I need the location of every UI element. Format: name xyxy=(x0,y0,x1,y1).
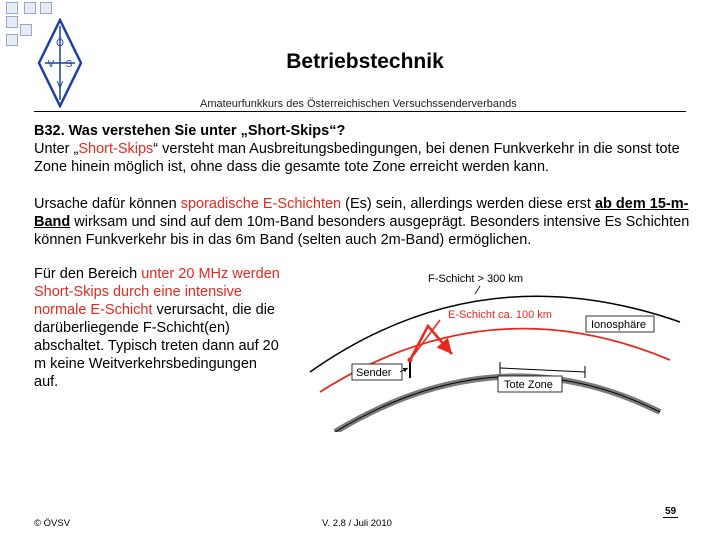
paragraph-definition: Unter „Short-Skips“ versteht man Ausbreitungsbedingungen, bei denen Funkverkehr in die sonst tote Zone hinein möglich ist, ohne dass die gesamte tote Zone erreicht werden kann. xyxy=(34,141,680,175)
paragraph-cause: Ursache dafür können sporadische E-Schichten (Es) sein, allerdings werden diese erst ab dem 15-m-Band wirksam und sind auf dem 10m-Band besonders ausgeprägt. Besonders intensive Es Schichten können Funkverkehr bis in das 6m Band (selten auch 2m-Band) ermöglichen. xyxy=(34,196,690,248)
decor-square xyxy=(20,24,32,36)
decor-square xyxy=(24,2,36,14)
decor-square xyxy=(6,16,18,28)
header-divider xyxy=(34,111,686,112)
sender-point xyxy=(408,358,413,363)
footer-copyright: © ÖVSV xyxy=(34,518,71,529)
f-layer-arc xyxy=(310,296,680,372)
question-title: B32. Was verstehen Sie unter „Short-Skips“? xyxy=(34,123,346,139)
paragraph-below-20mhz: Für den Bereich unter 20 MHz werden Short-Skips durch eine intensive normale E-Schicht verursacht, die die darüberliegende F-Schicht(en) abschaltet. Typisch treten dann auf 20 m keine Weitverkehrsbedingungen auf. xyxy=(34,266,280,390)
highlight-15m-band: ab dem 15-m-Band xyxy=(34,196,689,230)
label-sender: Sender xyxy=(356,367,392,379)
dead-zone-bracket xyxy=(500,368,585,372)
earth-surface xyxy=(335,376,660,432)
label-f-layer: F-Schicht > 300 km xyxy=(428,273,524,285)
page-title: Betriebstechnik xyxy=(286,50,444,73)
decor-square xyxy=(40,2,52,14)
label-dead-zone: Tote Zone xyxy=(504,379,553,391)
label-e-layer: E-Schicht ca. 100 km xyxy=(448,309,552,321)
e-layer-arc xyxy=(320,329,670,392)
logo-letter: V xyxy=(56,80,64,91)
logo-letter: S xyxy=(65,59,73,70)
page-subtitle: Amateurfunkkurs des Österreichischen Versuchssenderverbands xyxy=(200,98,517,110)
logo-letter: V xyxy=(47,59,55,70)
logo-letter: Ö xyxy=(56,38,64,49)
page-number: 59 xyxy=(665,506,677,517)
highlight-short-skips: Short-Skips xyxy=(78,141,154,157)
footer-version: V. 2.8 / Juli 2010 xyxy=(322,518,392,529)
decor-square xyxy=(6,2,18,14)
highlight-sporadic-e: sporadische E-Schichten xyxy=(180,196,342,212)
decor-square xyxy=(6,34,18,46)
label-ionosphere: Ionosphäre xyxy=(591,319,647,331)
short-skip-diagram xyxy=(300,262,700,432)
highlight-under-20mhz: unter 20 MHz werden Short-Skips durch eine intensive normale E-Schicht xyxy=(34,266,280,318)
